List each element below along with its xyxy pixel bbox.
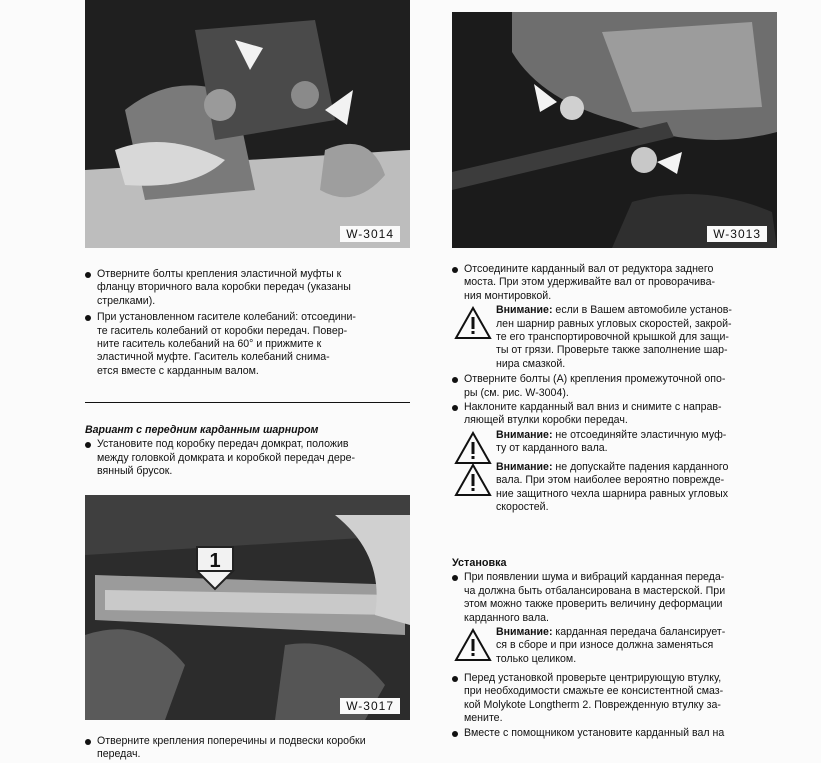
photo-w3014-image [85,0,410,248]
bullet-icon [85,272,91,278]
list-item: Перед установкой проверьте центрирующую втулку, при необходимости смажьте ее консистентной смаз- кой Molykote Longtherm 2. Поврежденную втулку за- мените. [452,672,784,726]
bullet-icon [452,267,458,273]
warning-note: Внимание: если в Вашем автомобиле установ- лен шарнир равных угловых скоростей, закрой- те его транспортировочной крышкой для защи- ты от грязи. Проверьте также заполнение шар- нира смазкой. [452,304,784,371]
photo-w3017-image [85,495,410,720]
photo-w3013 [452,12,777,248]
left-column [85,268,413,379]
warning-triangle-icon [454,431,492,465]
warning-triangle-icon [454,463,492,497]
list-item: При установленном гасителе колебаний: отсоедини- те гаситель колебаний от коробки передач. Повер- ните гаситель колебаний на 60° и прижмите к эластичной муфте. Гаситель колебаний снима- ется вместе с карданным валом. [85,311,413,378]
warning-triangle-icon [454,628,492,662]
list-item: Отверните болты крепления эластичной муфты к фланцу вторичного вала коробки передач (указаны стрелками). [85,268,413,308]
list-item: Вместе с помощником установите карданный вал на [452,727,784,740]
bullet-icon [452,676,458,682]
list-item: Отсоедините карданный вал от редуктора заднего моста. При этом удерживайте вал от проворачива- ния монтировкой. [452,263,784,303]
bullet-icon [452,731,458,737]
bullet-icon [452,377,458,383]
warning-triangle-icon [454,306,492,340]
photo-w3013-image [452,12,777,248]
bullet-icon [452,575,458,581]
photo-w3017 [85,495,410,720]
figure-label: W-3017 [340,698,400,714]
list-item: Установите под коробку передач домкрат, положив между головкой домкрата и коробкой передач дере- вянный брусок. [85,438,413,478]
bullet-icon [85,315,91,321]
left-column-bottom [85,735,413,763]
warning-note: Внимание: не допускайте падения карданного вала. При этом наиболее вероятно поврежде- ние защитного чехла шарнира равных угловых скоростей. [452,461,784,515]
bullet-icon [85,442,91,448]
warning-note: Внимание: не отсоединяйте эластичную муф- ту от карданного вала. [452,429,784,459]
figure-label: W-3013 [707,226,767,242]
bullet-icon [452,405,458,411]
section-heading: Вариант с передним карданным шарниром [85,424,319,436]
left-column-lower [85,424,413,480]
photo-w3014 [85,0,410,248]
bullet-icon [85,739,91,745]
right-column [452,263,784,517]
right-column-lower [452,557,784,741]
list-item: Отверните крепления поперечины и подвески коробки передач. [85,735,413,762]
list-item: При появлении шума и вибраций карданная переда- ча должна быть отбалансирована в мастерской. При этом можно также проверить величину деформации карданного вала. [452,571,784,625]
warning-note: Внимание: карданная передача балансирует- ся в сборе и при износе должна заменяться только целиком. [452,626,784,670]
list-item: Отверните болты (A) крепления промежуточной опо- ры (см. рис. W-3004). [452,373,784,400]
figure-marker-1: 1 [209,550,221,572]
list-item: Наклоните карданный вал вниз и снимите с направ- ляющей втулки коробки передач. [452,401,784,428]
section-heading: Установка [452,557,507,569]
section-divider [85,402,410,403]
figure-label: W-3014 [340,226,400,242]
